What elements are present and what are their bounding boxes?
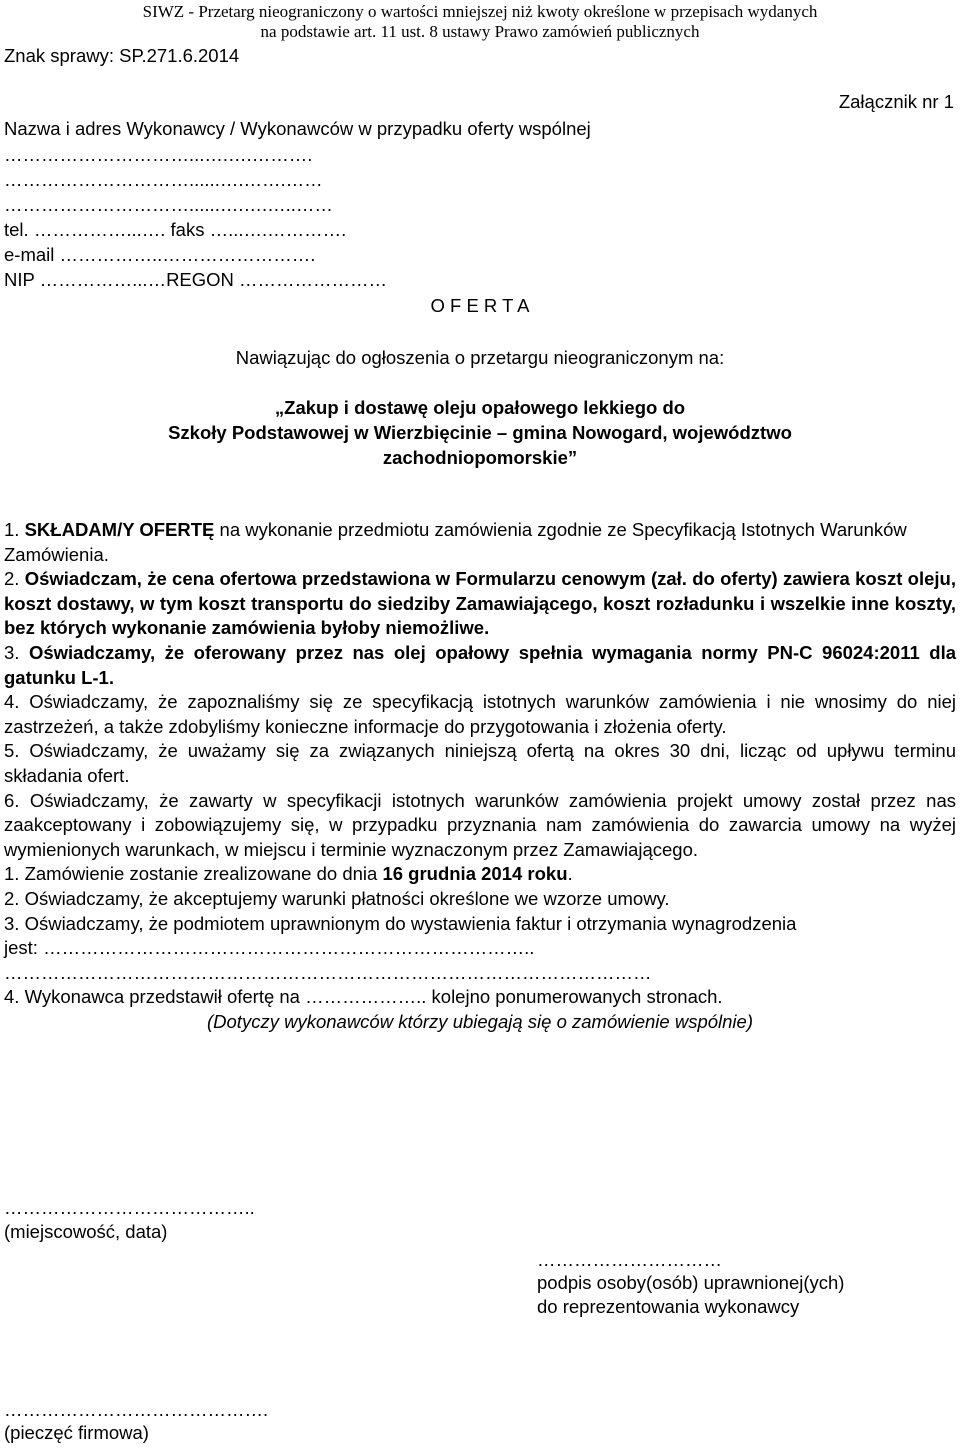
stamp-label: (pieczęć firmowa) [4, 1422, 149, 1443]
sub-item-2: 2. Oświadczamy, że akceptujemy warunki płatności określone we wzorze umowy. [4, 887, 670, 909]
tel-fax-line: tel. ……………...…. faks …...….…………. [4, 219, 347, 240]
contractor-dots-3: …………………………......….….…..…… [4, 194, 333, 215]
subject-line-1: „Zakup i dostawę oleju opałowego lekkiego do [274, 397, 686, 418]
contractor-dots-2: …………………………......….…….…… [4, 169, 323, 190]
subject-line-2: Szkoły Podstawowej w Wierzbięcinie – gmina Nowogard, województwo [168, 422, 792, 443]
subject-line-3: zachodniopomorskie” [382, 447, 578, 468]
place-date-dots: ………………………………….. [4, 1197, 255, 1218]
declaration-item: 3. Oświadczamy, że oferowany przez nas olej opałowy spełnia wymagania normy PN-C 96024:2011 dla gatunku L-1. [4, 641, 957, 688]
declaration-item: 6. Oświadczamy, że zawarty w specyfikacji istotnych warunków zamówienia projekt umowy został przez nas zaakceptowany i zobowiązujemy się, w przypadku przyznania nam zamówienia do zawarcia umowy na wyżej wymienionych warunkach, w miejscu i terminie wyznaczonym przez Zamawiającego. [4, 789, 956, 860]
sub-item-3-dots: …………………………………………………………………………………………… [4, 961, 652, 983]
declaration-item: 2. Oświadczam, że cena ofertowa przedstawiona w Formularzu cenowym (zał. do oferty) zawiera koszt oleju, koszt dostawy, w tym koszt transportu do siedziby Zamawiającego, koszt rozładunku i wszelkie inne koszty, bez których wykonanie zamówienia byłoby niemożliwe. [4, 568, 956, 639]
email-line: e-mail ……………..……………………. [4, 244, 316, 265]
sub-item-4: 4. Wykonawca przedstawił ofertę na ……………….. kolejno ponumerowanych stronach. [4, 986, 723, 1008]
case-number: Znak sprawy: SP.271.6.2014 [4, 45, 240, 66]
nip-regon-line: NIP ……………...…REGON …………………… [4, 269, 388, 290]
declarations [4, 518, 956, 1034]
contractor-label: Nazwa i adres Wykonawcy / Wykonawców w przypadku oferty wspólnej [4, 118, 591, 139]
intro-text: Nawiązując do ogłoszenia o przetargu nieograniczonym na: [235, 347, 725, 368]
declaration-item: 1. SKŁADAM/Y OFERTĘ na wykonanie przedmiotu zamówienia zgodnie ze Specyfikacją Istotnych Warunków Zamówienia. [4, 519, 907, 565]
declaration-item: 5. Oświadczamy, że uważamy się za związanych niniejszą ofertą na okres 30 dni, licząc od upływu terminu składania ofert. [4, 740, 956, 786]
declaration-item: 4. Oświadczamy, że zapoznaliśmy się ze specyfikacją istotnych warunków zamówienia i nie wnosimy do niej zastrzeżeń, a także zdobyliśmy konieczne informacje do przygotowania i złożenia oferty. [4, 691, 956, 737]
header-line-2: na podstawie art. 11 ust. 8 ustawy Prawo zamówień publicznych [260, 22, 700, 41]
stamp-dots: ……………………………………. [4, 1399, 269, 1420]
attachment-label: Załącznik nr 1 [838, 91, 954, 112]
sub-item-3-jest: jest: …………………………………………………………………….. [4, 937, 535, 959]
offer-title: O F E R T A [430, 295, 530, 316]
header-line-1: SIWZ - Przetarg nieograniczony o wartości mniejszej niż kwoty określone w przepisach wydanych [142, 2, 818, 21]
place-date-label: (miejscowość, data) [4, 1221, 168, 1242]
signature-dots: ………………………… [537, 1249, 722, 1270]
sub-item-3: 3. Oświadczamy, że podmiotem uprawnionym do wystawienia faktur i otrzymania wynagrodzenia [4, 912, 797, 934]
sub-item-4-note: (Dotyczy wykonawców którzy ubiegają się o zamówienie wspólnie) [207, 1010, 753, 1032]
signature-label-2: do reprezentowania wykonawcy [537, 1296, 800, 1317]
signature-label-1: podpis osoby(osób) uprawnionej(ych) [537, 1272, 845, 1293]
contractor-dots-1: …………………………...….….………. [4, 144, 313, 165]
sub-item-1: 1. Zamówienie zostanie zrealizowane do dnia 16 grudnia 2014 roku. [4, 863, 573, 885]
